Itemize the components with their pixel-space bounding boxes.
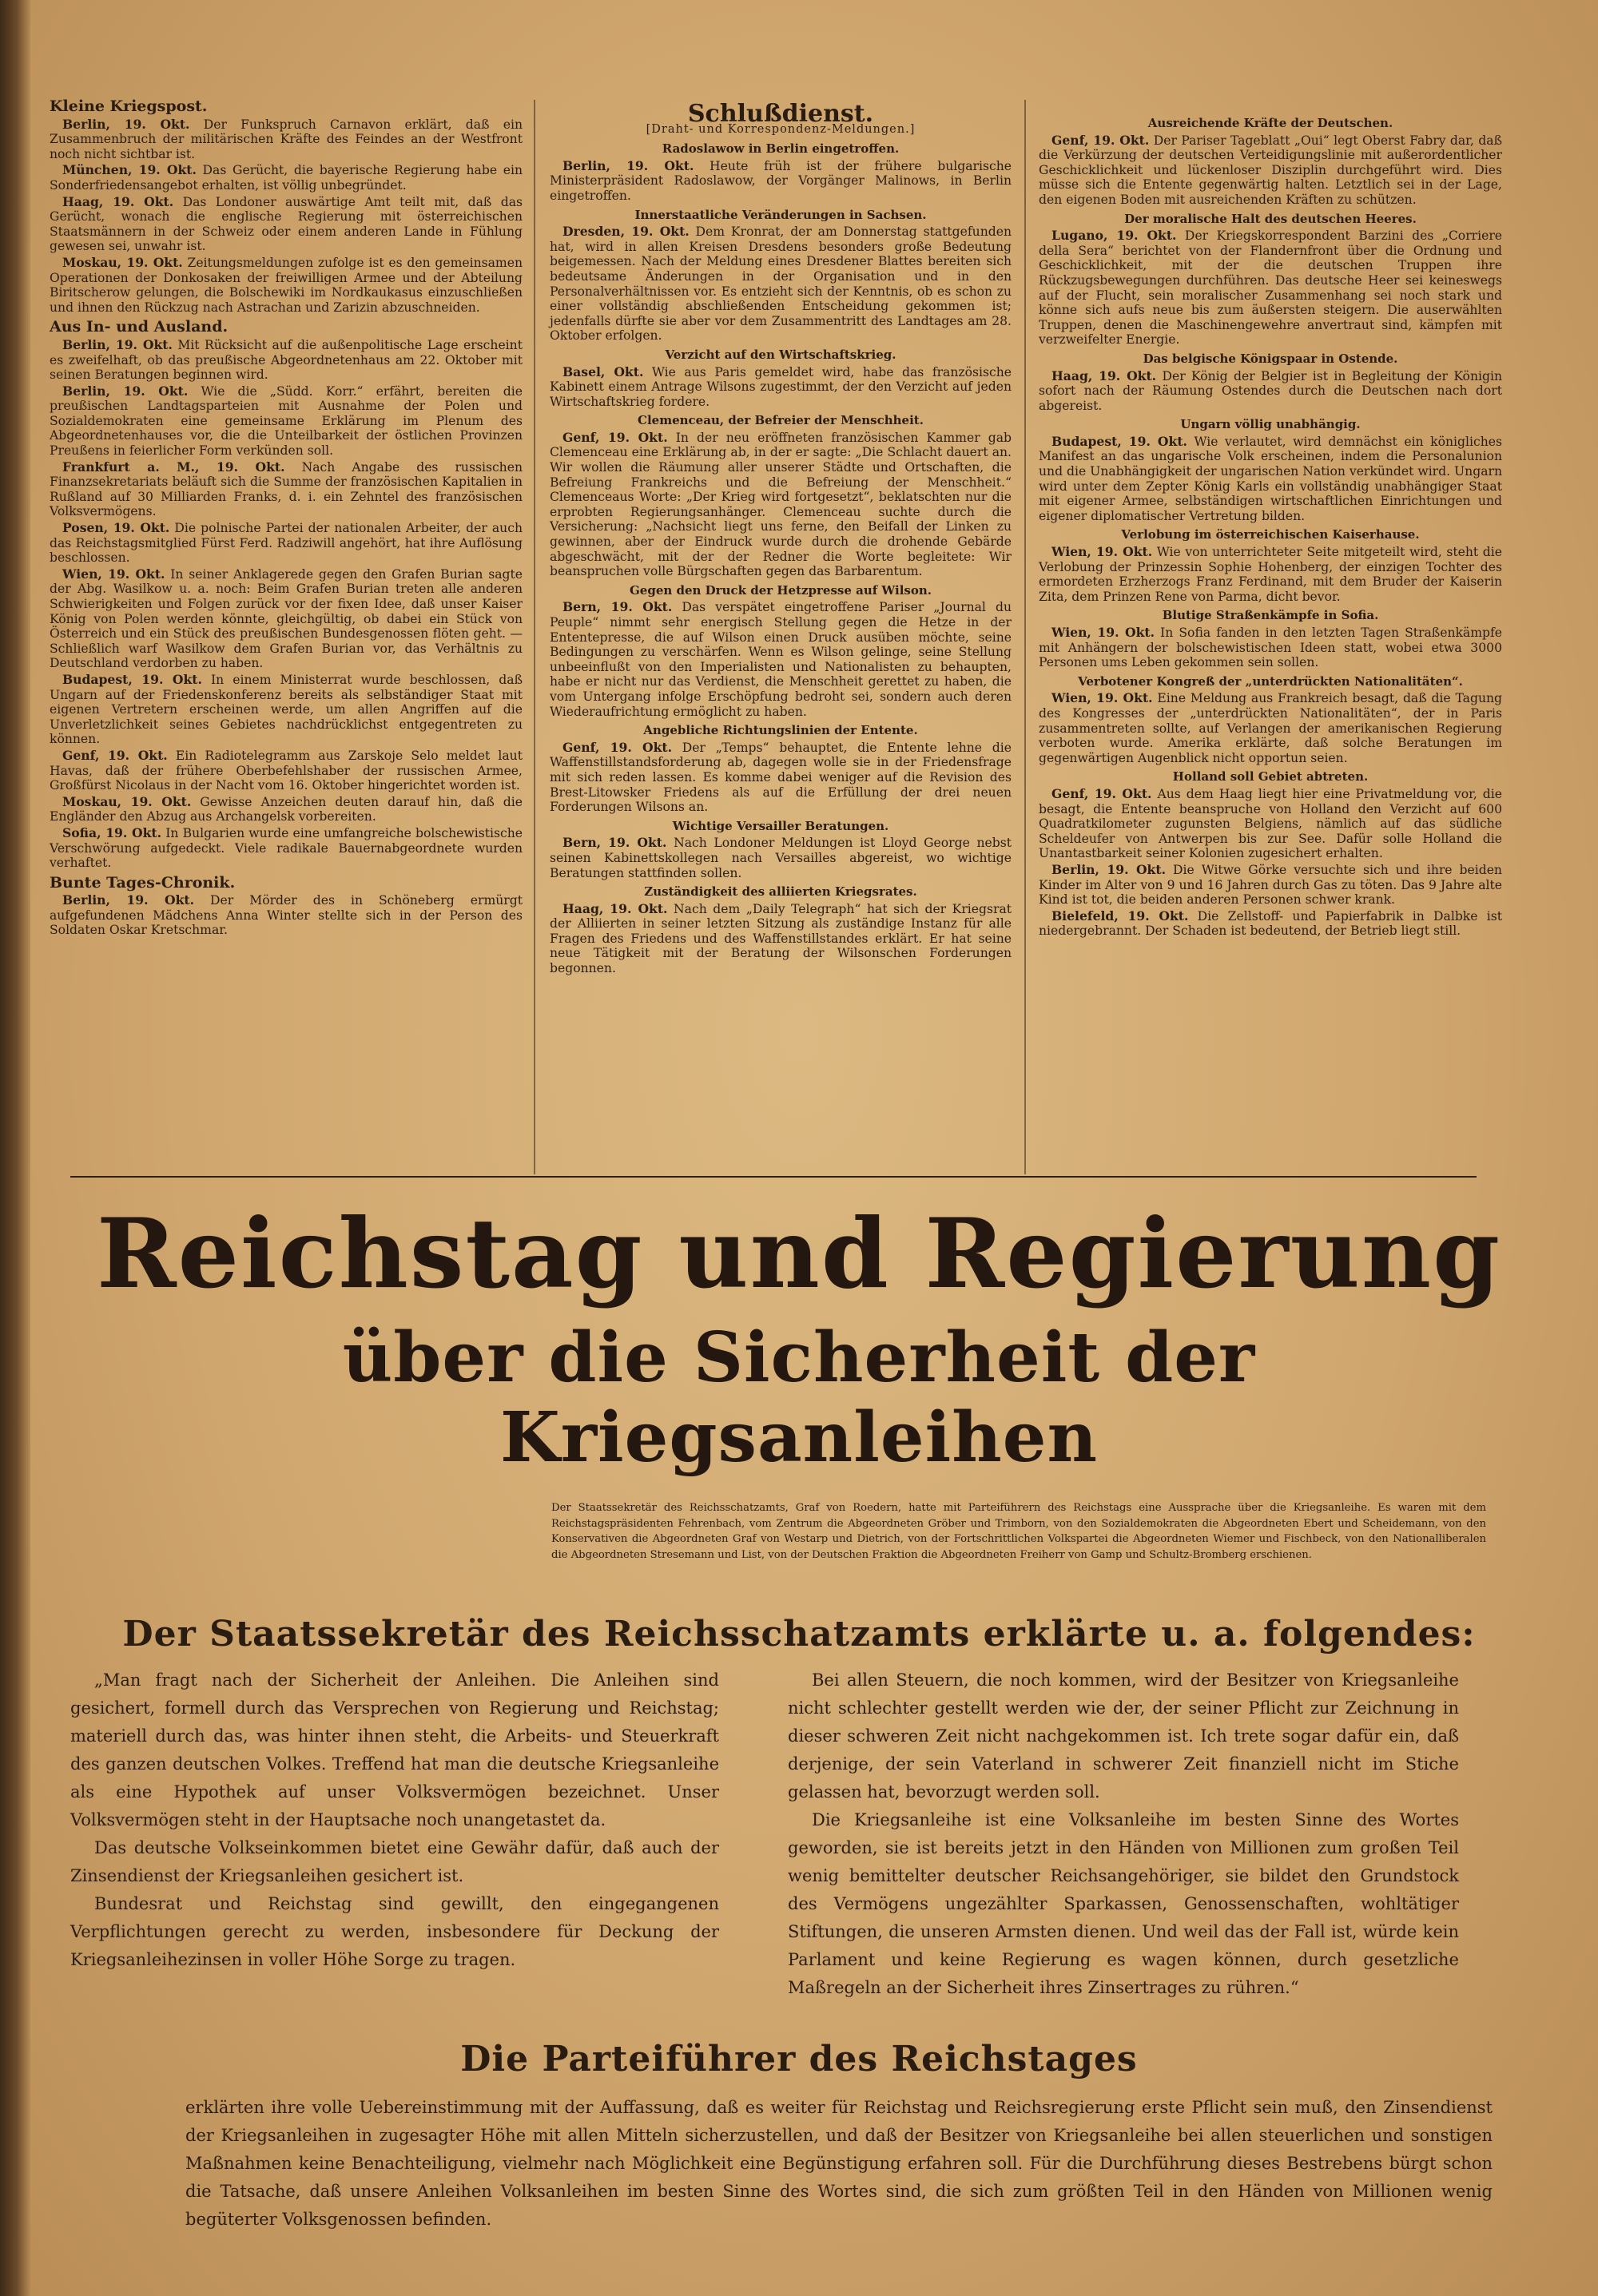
body-paragraph: „Man fragt nach der Sicherheit der Anleihen. Die Anleihen sind gesichert, formell durch das Versprechen von Regierung und Reichstag; materiell durch das, was hinter ihnen steht, die Arbeits- und Steuerkraft des ganzen deutschen Volkes. Treffend hat man die deutsche Kriegsanleihe als eine Hypothek auf unser Volksvermögen bezeichnet. Unser Volksvermögen steht in der Hauptsache noch unangetastet da. [70,1670,719,1829]
dateline: Genf, 19. Okt. [62,747,168,763]
news-text: Der Kriegskorrespondent Barzini des „Corriere della Sera“ berichtet von der Flandernfront über die Ordnung und Geschicklichkeit, mit der die deutschen Truppen ihre Rückzugsbewegungen durchführen. Das deutsche Heer sei keineswegs auf der Flucht, sein moralischer Zusammenhang sei noch stark und könne sich aufs neue bis zum äußersten steigern. Die auserwählten Truppen, denen die Maschinengewehre anvertraut sind, kämpfen mit verzweifelter Energie. [1039,228,1503,348]
news-heading: Gegen den Druck der Hetzpresse auf Wilson. [629,582,932,598]
page-binding-edge [0,0,30,2296]
news-item [550,365,1012,410]
news-item [50,163,523,193]
news-text: Die polnische Partei der nationalen Arbeiter, der auch das Reichstagsmitglied Fürst Ferd. Radziwill angehört, hat ihre Auflösung beschlossen. [50,521,523,566]
schlussdienst-title: Schlußdienst. [687,100,874,128]
secretary-left-column [70,1666,719,1974]
news-heading: Ausreichende Kräfte der Deutschen. [1147,116,1393,130]
news-item [50,749,523,793]
news-text: Der Funkspruch Carnavon erklärt, daß ein Zusammenbruch der militärischen Kräfte des Feindes an der Westfront noch nicht sichtbar ist. [50,117,523,161]
news-item [50,673,523,747]
dateline: Wien, 19. Okt. [1051,544,1153,560]
news-text: Der König der Belgier ist in Begleitung der Königin sofort nach der Räumung Ostendes durch die Deutschen nach dort abgereist. [1039,368,1502,413]
news-heading: Innerstaatliche Veränderungen in Sachsen. [634,207,927,222]
news-text: Der „Temps“ behauptet, die Entente lehne die Waffenstillstandsforderung ab, dagegen wolle sie in der Friedensfrage mit sich reden lassen. Es komme dabei weniger auf die Revision des Brest-Litowsker Friedens als auf die Erfüllung der drei neuen Forderungen Wilsons an. [550,740,1012,815]
dateline: Berlin, 19. Okt. [62,116,190,132]
secretary-heading: Der Staatssekretär des Reichsschatzamts erklärte u. a. folgendes: [122,1614,1476,1654]
news-item [1039,787,1502,861]
main-headline: Reichstag und Regierung [96,1198,1502,1310]
dateline: Frankfurt a. M., 19. Okt. [62,459,285,475]
news-text: Das Londoner auswärtige Amt teilt mit, daß das Gerücht, wonach die englische Regierung mit österreichischen Staatsmännern in der Schweiz oder einem anderen Lande in Fühlung gewesen sei, unwahr ist. [50,194,523,254]
news-text: Der Pariser Tageblatt „Oui“ legt Oberst Fabry dar, daß die Verkürzung der deutschen Verteidigungslinie mit außerordentlicher Geschicklichkeit und lückenloser Disziplin durchgeführt wird. Dies müsse sich die Entente gegenwärtig halten. Letztlich sei in der Lage, den eigenen Boden mit ausreichenden Kräften zu schützen. [1039,133,1502,207]
news-heading: Holland soll Gebiet abtreten. [1172,769,1369,785]
news-item [50,795,523,824]
news-item [550,159,1012,204]
dateline: München, 19. Okt. [62,162,197,178]
chronik-title: Bunte Tages-Chronik. [50,873,236,892]
dateline: Moskau, 19. Okt. [62,254,183,270]
main-headline-subline: über die Sicherheit der Kriegsanleihen [342,1317,1256,1478]
news-text: Wie verlautet, wird demnächst ein königliches Manifest an das ungarische Volk erscheinen, indem die Personalunion und die Unabhängigkeit der ungarischen Nation verkündet wird. Ungarn wird unter dem Zepter König Karls ein vollständig unabhängiger Staat mit eigener Armee, selbständigen wirtschaftlichen Einrichtungen und eigener diplomatischer Vertretung bilden. [1039,434,1502,523]
news-heading: Das belgische Königspaar in Ostende. [1143,351,1398,366]
news-item [550,741,1012,815]
news-item [1039,863,1502,908]
dateline: Dresden, 19. Okt. [562,224,690,240]
news-item [1039,133,1502,208]
news-heading: Zuständigkeit des alliierten Kriegsrates. [644,884,917,900]
news-text: Heute früh ist der frühere bulgarische Ministerpräsident Radoslawow, der Vorgänger Malinows, in Berlin eingetroffen. [550,158,1012,203]
news-text: Die Zellstoff- und Papierfabrik in Dalbke ist niedergebrannt. Der Schaden ist bedeutend, der Betrieb liegt still. [1039,908,1503,939]
news-heading: Verbotener Kongreß der „unterdrückten Nationalitäten“. [1078,673,1463,689]
news-heading: Blutige Straßenkämpfe in Sofia. [1162,608,1379,623]
dateline: Berlin, 19. Okt. [62,383,189,399]
body-paragraph: Die Kriegsanleihe ist eine Volksanleihe im besten Sinne des Wortes geworden, sie ist bereits jetzt in den Händen von Millionen zum großen Teil wenig bemittelter deutscher Reichsangehöriger, sie bildet den Grundstock des Vermögens ungezählter Sparkassen, Genossenschaften, wohltätiger Stiftungen, die unseren Armsten dienen. Und weil das der Fall ist, würde kein Parlament und keine Regierung es wagen können, durch gesetzliche Maßregeln an der Sicherheit ihres Zinsertrages zu rühren.“ [788,1810,1459,1997]
dateline: Haag, 19. Okt. [62,193,174,209]
news-heading: Verlobung im österreichischen Kaiserhause. [1121,527,1420,542]
news-text: Gewisse Anzeichen deuten darauf hin, daß die Engländer den Abzug aus Archangelsk vorbereiten. [50,794,523,824]
news-text: In einem Ministerrat wurde beschlossen, daß Ungarn auf der Friedenskonferenz bereits als selbständiger Staat mit eigenen Vertretern erscheinen werde, um allen Angriffen auf die Unverletzlichkeit seines Gebietes nachdrücklichst entgegentreten zu können. [50,672,523,747]
news-text: Nach dem „Daily Telegraph“ hat sich der Kriegsrat der Alliierten in seiner letzten Sitzung als zuständige Instanz für alle Fragen des Friedens und des Waffenstillstandes erklärt. Er hat seine neue Tätigkeit mit der Beratung der Wilsonschen Forderungen begonnen. [550,901,1012,976]
news-item [1039,228,1502,348]
right-sections [1039,116,1502,939]
kriegspost-title: Kleine Kriegspost. [50,97,208,115]
news-text: Wie die „Südd. Korr.“ erfährt, bereiten die preußischen Landtagsparteien mit Ausnahme der Polen und Sozialdemokraten eine gemeinsame Erklärung im Plenum des Abgeordnetenhauses vor, die die Unteilbarkeit der östlichen Provinzen Preußens in feierlicher Form verkünden soll. [50,383,523,459]
news-heading: Radoslawow in Berlin eingetroffen. [662,141,900,157]
dateline: Budapest, 19. Okt. [62,671,202,687]
dateline: Genf, 19. Okt. [1051,132,1150,148]
news-item [1039,909,1502,939]
intro-paragraph: Der Staatssekretär des Reichsschatzamts, Graf von Roedern, hatte mit Parteiführern des Reichstags eine Aussprache über die Kriegsanleihe. Es waren mit dem Reichstagspräsidenten Fehrenbach, vom Zentrum die Abgeordneten Gröber und Trimborn, von den Sozialdemokraten die Abgeordneten Ebert und Scheidemann, von den Konservativen die Abgeordneten Graf von Westarp und Dietrich, von der Fortschrittlichen Volkspartei die Abgeordneten Wiemer und Fischbeck, von den Nationalliberalen die Abgeordneten Stresemann und List, von der Deutschen Fraktion die Abgeordneten Freiherr von Gamp und Schultz-Bromberg erschienen. [551,1502,1486,1561]
news-heading: Ungarn völlig unabhängig. [1180,417,1361,432]
news-item [550,600,1012,719]
inland-items [50,338,523,871]
news-text: Aus dem Haag liegt hier eine Privatmeldung vor, die besagt, die Entente beanspruche von Holland den Verzicht auf 600 Quadratkilometer zugunsten Belgiens, nämlich auf das südliche Scheldeufer von Antwerpen bis zur See. Dafür solle Holland die Unantastbarkeit seiner Kolonien zugesichert erhalten. [1039,786,1502,861]
secretary-left-paragraphs [70,1666,719,1974]
news-text: Wie aus Paris gemeldet wird, habe das französische Kabinett einem Antrage Wilsons zugestimmt, der den Verzicht auf jeden Wirtschaftskrieg fordere. [550,364,1012,409]
news-text: Das verspätet eingetroffene Pariser „Journal du Peuple“ nimmt sehr energisch Stellung gegen die Hetze in der Ententepresse, die auf Wilson einen Druck ausüben möchte, seine Bedingungen zu verschärfen. Wenn es Wilson gelinge, seine Stellung unbeeinflußt von den Imperialisten und Nationalisten zu behaupten, habe er nicht nur das Verdienst, die Menschheit gerettet zu haben, die vom Untergang infolge Erschöpfung bedroht sei, sondern auch deren Wiederaufrichtung ermöglicht zu haben. [550,600,1012,719]
news-text: Nach Angabe des russischen Finanzsekretariats beläuft sich die Summe der französischen Kapitalien in Rußland auf 30 Milliarden Franks, d. i. ein Zehntel des französischen Volksvermögens. [50,459,523,519]
dateline: Bern, 19. Okt. [562,835,667,851]
body-paragraph: Bei allen Steuern, die noch kommen, wird der Besitzer von Kriegsanleihe nicht schlechter gestellt werden wie der, der seiner Pflicht zur Zeichnung in dieser schweren Zeit nicht nachgekommen ist. Ich trete sogar dafür ein, daß derjenige, der sein Vaterland in schwerer Zeit finanziell nicht im Stiche gelassen hat, bevorzugt werden soll. [788,1670,1459,1801]
news-heading: Clemenceau, der Befreier der Menschheit. [638,413,924,428]
news-item [50,826,523,871]
right-column [1039,112,1502,940]
dateline: Berlin, 19. Okt. [1051,861,1166,877]
news-text: In seiner Anklagerede gegen den Grafen Burian sagte der Abg. Wasilkow u. a. noch: Beim Grafen Burian treten alle anderen Schwierigkeiten und Folgen zurück vor der fixen Idee, daß unser Kaiser König von Polen werden könnte, gleichgültig, ob dabei ein Stück von Österreich und ein Stück des preußischen Bundesgenossen flöten geht. — Schließlich warf Wasilkow dem Grafen Burian vor, das Verhältnis zu Deutschland verdorben zu haben. [50,566,523,671]
news-item [50,338,523,383]
dateline: Wien, 19. Okt. [62,566,165,582]
middle-sections [550,141,1012,975]
secretary-right-paragraphs [788,1666,1459,2002]
news-heading: Verzicht auf den Wirtschaftskrieg. [665,347,896,362]
news-text: Zeitungsmeldungen zufolge ist es den gemeinsamen Operationen der Donkosaken der freiwilligen Armee und der Abteilung Biritscherow gelungen, die Bolschewiki im Nordkaukasus einzuschließen und ihnen den Rückzug nach Astrachan und Zarizin abzuschneiden. [50,255,523,315]
news-item [550,902,1012,976]
news-text: Das Gerücht, die bayerische Regierung habe ein Sonderfriedensangebot erhalten, ist völlig unbegründet. [50,163,523,193]
kriegspost-items [50,117,523,316]
news-text: Eine Meldung aus Frankreich besagt, daß die Tagung des Kongresses der „unterdrückten Nationalitäten“, der in Paris zusammentreten sollte, auf Verlangen der amerikanischen Regierung verboten wurde. Amerika erklärte, daß solche Beratungen im gegenwärtigen Augenblick nicht opportun seien. [1039,691,1503,765]
news-text: Die Witwe Görke versuchte sich und ihre beiden Kinder im Alter von 9 und 16 Jahren durch Gas zu töten. Das 9 Jahre alte Kind ist tot, die beiden anderen Personen schwer krank. [1039,862,1502,908]
news-item [1039,545,1502,604]
column-rule-2 [1024,100,1026,1174]
news-item [50,893,523,938]
column-rule-1 [534,100,535,1174]
news-text: Dem Kronrat, der am Donnerstag stattgefunden hat, wird in allen Kreisen Dresdens besonders große Bedeutung beigemessen. Nach der Meldung eines Dresdener Blattes bereiten sich bedeutsame Änderungen in der Organisation und in den Personalverhältnissen vor. Es entzieht sich der Kenntnis, ob es schon zu einer vollständig abschließenden Entscheidung gekommen ist; jedenfalls dürfte sie aber vor dem Zusammentritt des Landtages am 28. Oktober erfolgen. [550,224,1012,344]
dateline: Budapest, 19. Okt. [1051,433,1187,449]
news-text: In Bulgarien wurde eine umfangreiche bolschewistische Verschwörung aufgedeckt. Viele radikale Bauernabgeordnete wurden verhaftet. [50,825,523,871]
news-item [50,195,523,254]
dateline: Genf, 19. Okt. [1051,785,1152,801]
section-divider [70,1176,1477,1178]
news-item [1039,626,1502,670]
news-item [550,224,1012,344]
secretary-right-column [788,1666,1459,2002]
news-text: In der neu eröffneten französischen Kammer gab Clemenceau eine Erklärung ab, in der er sagte: „Die Schlacht dauert an. Wir wollen die Räumung aller unserer Städte und Ortschaften, die Befreiung Frankreichs und die Befreiung der Menschheit.“ Clemenceaus Worte: „Der Krieg wird fortgesetzt“, beklatschten nur die erprobten Regierungsanhänger. Clemenceau suchte durch die Versicherung: „Nachsicht liegt uns ferne, den Beifall der Linken zu gewinnen, aber der Eindruck wurde durch die drohende Gebärde abgeschwächt, mit der der Redner die Worte begleitete: Wir beanspruchen volle Bürgschaften gegen das Barbarentum. [550,430,1012,579]
news-item [50,567,523,671]
news-text: In Sofia fanden in den letzten Tagen Straßenkämpfe mit Anhängern der bolschewistischen Ideen statt, wobei etwa 3000 Personen ums Leben gekommen sein sollen. [1039,626,1503,670]
body-paragraph: Das deutsche Volkseinkommen bietet eine Gewähr dafür, daß auch der Zinsendienst der Kriegsanleihen gesichert ist. [70,1838,719,1885]
news-text: Wie von unterrichteter Seite mitgeteilt wird, steht die Verlobung der Prinzessin Sophie Hohenberg, der einzigen Tochter des ermordeten Erzherzogs Franz Ferdinand, mit dem Bruder der Kaiserin Zita, dem Prinzen Rene von Parma, dicht bevor. [1039,545,1502,604]
middle-column [550,100,1012,978]
dateline: Wien, 19. Okt. [1051,625,1155,640]
news-item [1039,691,1502,765]
dateline: Genf, 19. Okt. [562,739,673,755]
news-item [1039,369,1502,414]
dateline: Berlin, 19. Okt. [62,892,195,908]
dateline: Haag, 19. Okt. [562,900,668,916]
news-text: Nach Londoner Meldungen ist Lloyd George nebst seinen Kabinettskollegen nach Versailles abgereist, wo wichtige Beratungen stattfinden sollen. [550,836,1012,880]
news-text: Der Mörder des in Schöneberg ermürgt aufgefundenen Mädchens Anna Winter stellte sich in der Person des Soldaten Oskar Kretschmar. [50,893,523,938]
dateline: Posen, 19. Okt. [62,520,170,536]
news-heading: Wichtige Versailler Beratungen. [672,818,889,833]
news-item [550,431,1012,579]
news-item [550,836,1012,880]
news-item [50,117,523,162]
dateline: Moskau, 19. Okt. [62,793,192,809]
party-leaders-heading: Die Parteiführer des Reichstages [460,2039,1138,2080]
news-heading: Der moralische Halt des deutschen Heeres. [1124,211,1417,226]
party-leaders-text: erklärten ihre volle Uebereinstimmung mit der Auffassung, daß es weiter für Reichstag und Reichsregierung erste Pflicht sein muß, den Zinsendienst der Kriegsanleihen in zugesagter Höhe mit allen Mitteln sicherzustellen, und daß der Besitzer von Kriegsanleihe bei allen steuerlichen und sonstigen Maßnahmen keine Benachteiligung, vielmehr nach Möglichkeit eine Begünstigung erfahren soll. Für die Durchführung dieses Bestrebens bürgt schon die Tatsache, daß unsere Anleihen Volksanleihen im besten Sinne des Wortes sind, die sich zum größten Teil in den Händen von Millionen wenig begüterter Volksgenossen befinden. [185,2098,1493,2229]
dateline: Bern, 19. Okt. [562,599,673,615]
dateline: Bielefeld, 19. Okt. [1051,908,1189,924]
dateline: Basel, Okt. [562,363,644,379]
dateline: Wien, 19. Okt. [1051,690,1153,706]
news-text: Ein Radiotelegramm aus Zarskoje Selo meldet laut Havas, daß der frühere Oberbefehlshaber der russischen Armee, Großfürst Nicolaus in der Nacht vom 16. Oktober hingerichtet worden ist. [50,748,523,793]
news-heading: Angebliche Richtungslinien der Entente. [643,723,918,738]
dateline: Sofia, 19. Okt. [62,824,162,840]
news-item [1039,435,1502,524]
news-item [50,521,523,566]
schlussdienst-subtitle: [Draht- und Korrespondenz-Meldungen.] [646,122,916,136]
news-item [50,256,523,315]
news-item [50,460,523,519]
dateline: Haag, 19. Okt. [1051,367,1157,383]
dateline: Genf, 19. Okt. [562,429,668,445]
dateline: Lugano, 19. Okt. [1051,228,1177,244]
news-item [50,384,523,459]
dateline: Berlin, 19. Okt. [562,157,694,173]
news-text: Mit Rücksicht auf die außenpolitische Lage erscheint es zweifelhaft, ob das preußische Abgeordnetenhaus am 22. Oktober mit seinen Beratungen beginnen wird. [50,337,523,383]
left-column [50,94,523,939]
inland-title: Aus In- und Ausland. [50,318,229,336]
dateline: Berlin, 19. Okt. [62,336,173,352]
body-paragraph: Bundesrat und Reichstag sind gewillt, den eingegangenen Verpflichtungen gerecht zu werden, insbesondere für Deckung der Kriegsanleihezinsen in voller Höhe Sorge zu tragen. [70,1894,719,1969]
chronik-items [50,893,523,938]
